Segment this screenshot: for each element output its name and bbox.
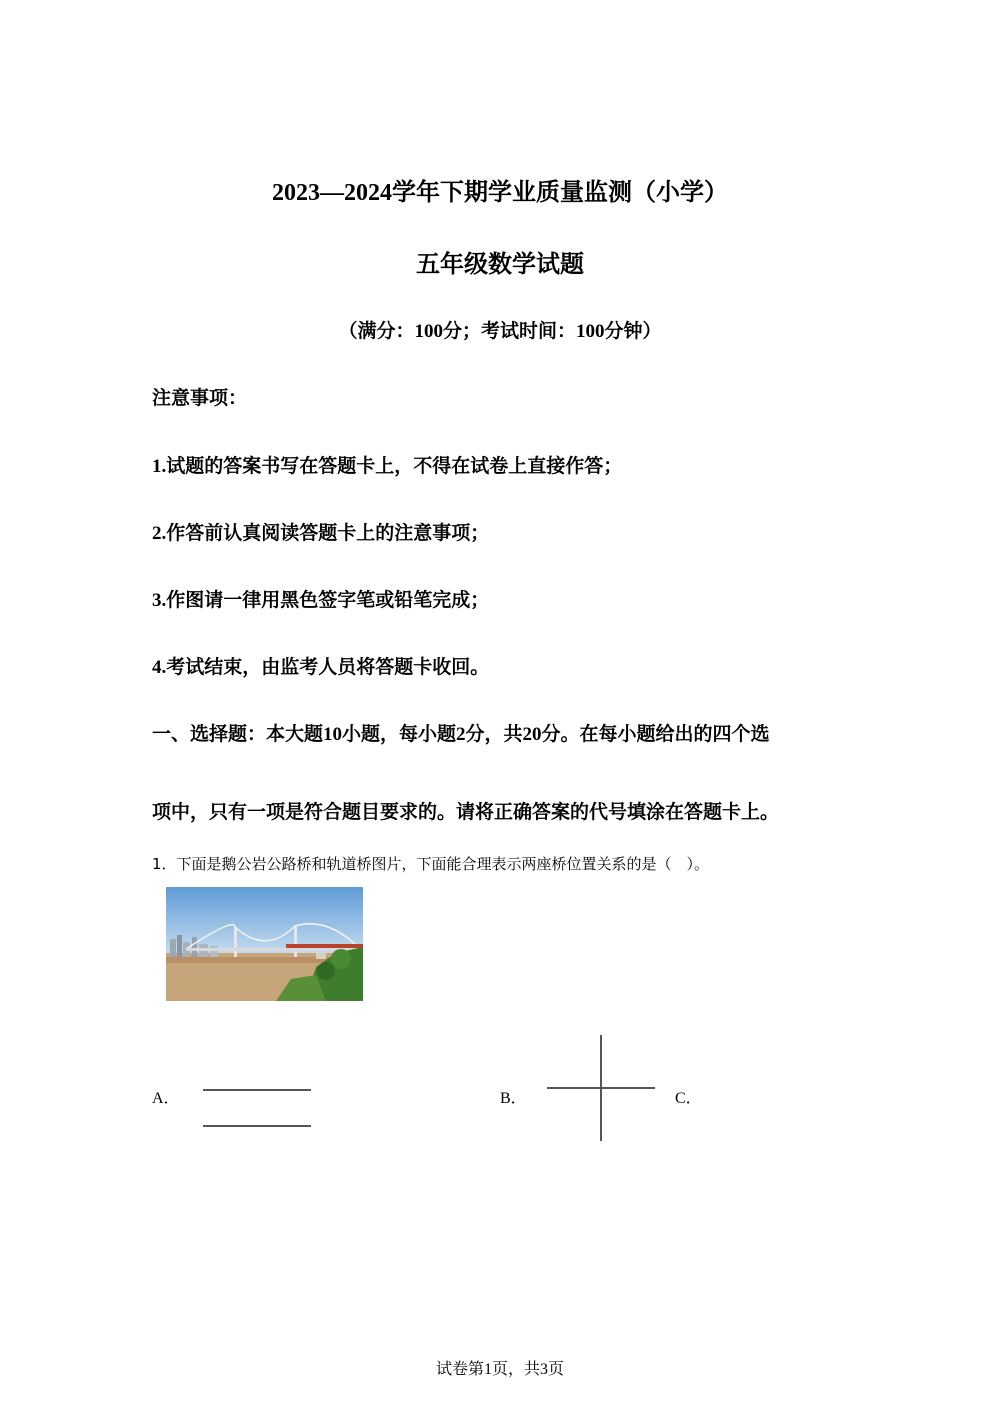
option-a-label: A． [152, 1090, 180, 1107]
option-c-label: C． [675, 1090, 702, 1107]
note-item-1: 1.试题的答案书写在答题卡上，不得在试卷上直接作答； [152, 456, 623, 477]
note-item-2: 2.作答前认真阅读答题卡上的注意事项； [152, 523, 490, 544]
option-a-parallel-lines-figure [200, 1080, 315, 1132]
bridge-photo [166, 887, 363, 1001]
note-item-3: 3.作图请一律用黑色签字笔或铅笔完成； [152, 590, 490, 611]
section-1-line-1: 一、选择题：本大题10小题，每小题2分，共20分。在每小题给出的四个选 [152, 724, 770, 745]
exam-subtitle: 五年级数学试题 [416, 252, 584, 278]
question-1-text: 1．下面是鹅公岩公路桥和轨道桥图片，下面能合理表示两座桥位置关系的是（ ）。 [152, 855, 710, 873]
option-b-label: B． [500, 1090, 527, 1107]
section-1-line-2: 项中，只有一项是符合题目要求的。请将正确答案的代号填涂在答题卡上。 [152, 802, 780, 823]
exam-title: 2023—2024学年下期学业质量监测（小学） [272, 180, 728, 206]
note-item-4: 4.考试结束，由监考人员将答题卡收回。 [152, 657, 490, 678]
notes-heading: 注意事项： [152, 388, 248, 409]
page-footer: 试卷第1页，共3页 [435, 1361, 564, 1378]
option-b-perpendicular-lines-figure [545, 1034, 657, 1142]
exam-info: （满分：100分；考试时间：100分钟） [338, 321, 662, 342]
